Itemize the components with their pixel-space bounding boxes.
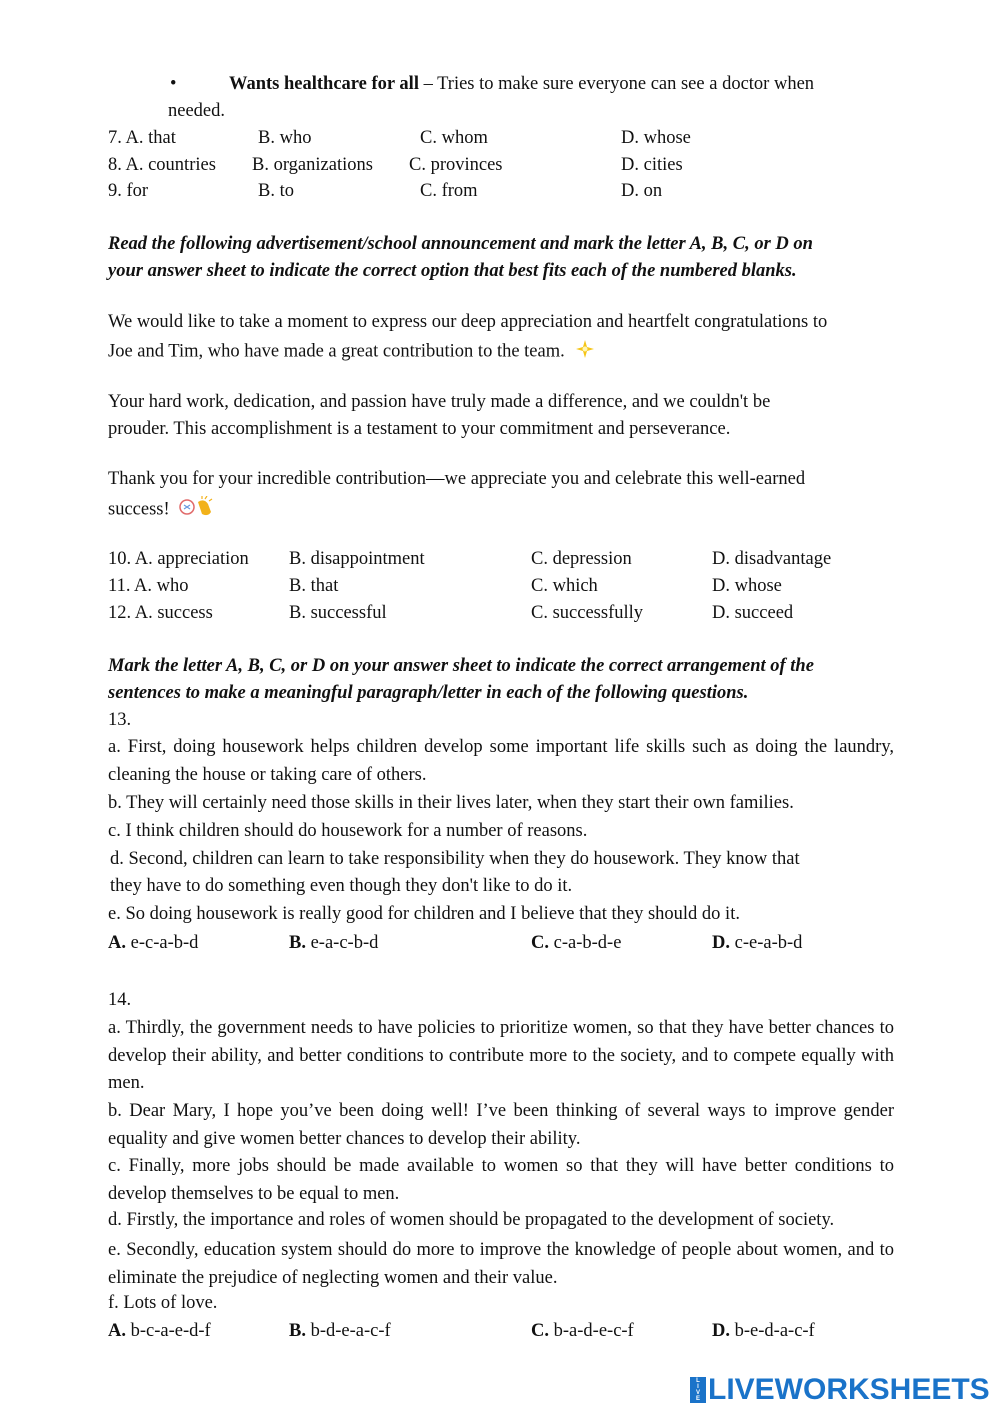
q14-sentence-c: c. Finally, more jobs should be made available to women so that they will have better conditions to develop themselves to be equal to men. xyxy=(108,1156,894,1204)
option-b: B. successful xyxy=(289,603,387,623)
bullet-cont: needed. xyxy=(168,101,226,121)
announcement-p1-text: Joe and Tim, who have made a great contribution to the team. xyxy=(108,341,565,362)
bullet-line xyxy=(229,74,814,95)
announcement-p3-line2 xyxy=(108,496,218,524)
bullet-bold: Wants healthcare for all xyxy=(229,74,419,94)
q13-sentence-d-line1: d. Second, children can learn to take responsibility when they do housework. They know that xyxy=(110,849,800,869)
q13-sentence-e: e. So doing housework is really good for children and I believe that they should do it. xyxy=(108,904,740,924)
option-c: C. provinces xyxy=(409,155,503,175)
q14-sentence-b: b. Dear Mary, I hope you’ve been doing well! I’ve been thinking of several ways to improve gender equality and give women better chances to develop their ability. xyxy=(108,1101,894,1149)
option-d: D. disadvantage xyxy=(712,549,832,569)
option-a: 10. A. appreciation xyxy=(108,549,249,569)
option-c: C. from xyxy=(420,181,478,201)
logo-badge-icon: L I V E xyxy=(690,1377,706,1403)
q13-number: 13. xyxy=(108,710,132,730)
announcement-p2-line1: Your hard work, dedication, and passion have truly made a difference, and we couldn't be xyxy=(108,392,771,412)
option-c: C. c-a-b-d-e xyxy=(531,933,622,953)
option-a: 8. A. countries xyxy=(108,155,216,175)
logo-text: LIVEWORKSHEETS xyxy=(708,1373,990,1406)
option-a: 12. A. success xyxy=(108,603,213,623)
option-d: D. on xyxy=(621,181,663,201)
bullet-rest: – Tries to make sure everyone can see a doctor when xyxy=(418,74,815,94)
q14-sentence-d: d. Firstly, the importance and roles of women should be propagated to the development of society. xyxy=(108,1210,835,1230)
liveworksheets-logo xyxy=(690,1374,990,1406)
sparkle-icon xyxy=(575,339,595,365)
announcement-p2-line2: prouder. This accomplishment is a testament to your commitment and perseverance. xyxy=(108,419,731,439)
option-a: A. e-c-a-b-d xyxy=(108,933,199,953)
q13-sentence-a: a. First, doing housework helps children develop some important life skills such as doing the laundry, cleaning the house or taking care of others. xyxy=(108,737,894,785)
celebration-icon xyxy=(178,496,218,524)
option-a: 7. A. that xyxy=(108,128,176,148)
q13-sentence-b: b. They will certainly need those skills in their lives later, when they start their own families. xyxy=(108,793,794,813)
option-c: C. successfully xyxy=(531,603,644,623)
option-c: C. whom xyxy=(420,128,488,148)
option-d: D. b-e-d-a-c-f xyxy=(712,1321,815,1341)
option-d: D. cities xyxy=(621,155,683,175)
option-c: C. b-a-d-e-c-f xyxy=(531,1321,634,1341)
option-d: D. succeed xyxy=(712,603,794,623)
bullet-marker: • xyxy=(170,74,177,94)
option-d: D. whose xyxy=(621,128,691,148)
option-b: B. organizations xyxy=(252,155,373,175)
announcement-p1-line1: We would like to take a moment to express our deep appreciation and heartfelt congratulations to xyxy=(108,312,828,332)
q14-sentence-e: e. Secondly, education system should do more to improve the knowledge of people about women, and to eliminate the prejudice of neglecting women and their value. xyxy=(108,1240,894,1288)
option-b: B. to xyxy=(258,181,294,201)
q14-sentence-a: a. Thirdly, the government needs to have policies to prioritize women, so that they have better chances to develop their ability, and better conditions to contribute more to the society, and to compete equally with men. xyxy=(108,1018,894,1093)
option-c: C. which xyxy=(531,576,598,596)
option-c: C. depression xyxy=(531,549,632,569)
q14-number: 14. xyxy=(108,990,132,1010)
q13-sentence-c: c. I think children should do housework for a number of reasons. xyxy=(108,821,588,841)
announcement-p3-text: success! xyxy=(108,499,170,520)
instruction-arrangement-line1: Mark the letter A, B, C, or D on your answer sheet to indicate the correct arrangement of the xyxy=(108,656,814,676)
option-a: 9. for xyxy=(108,181,149,201)
instruction-announcement-line1: Read the following advertisement/school announcement and mark the letter A, B, C, or D on xyxy=(108,234,813,254)
q13-sentence-d-line2: they have to do something even though they don't like to do it. xyxy=(110,876,573,896)
option-d: D. whose xyxy=(712,576,782,596)
option-b: B. b-d-e-a-c-f xyxy=(289,1321,391,1341)
q14-sentence-f: f. Lots of love. xyxy=(108,1293,218,1313)
option-b: B. disappointment xyxy=(289,549,425,569)
option-d: D. c-e-a-b-d xyxy=(712,933,803,953)
option-b: B. e-a-c-b-d xyxy=(289,933,379,953)
option-b: B. who xyxy=(258,128,312,148)
option-a: 11. A. who xyxy=(108,576,189,596)
announcement-p1-line2 xyxy=(108,339,595,365)
option-a: A. b-c-a-e-d-f xyxy=(108,1321,211,1341)
announcement-p3-line1: Thank you for your incredible contribution—we appreciate you and celebrate this well-earned xyxy=(108,469,806,489)
instruction-arrangement-line2: sentences to make a meaningful paragraph/letter in each of the following questions. xyxy=(108,683,749,703)
instruction-announcement-line2: your answer sheet to indicate the correct option that best fits each of the numbered blanks. xyxy=(108,261,797,281)
option-b: B. that xyxy=(289,576,339,596)
